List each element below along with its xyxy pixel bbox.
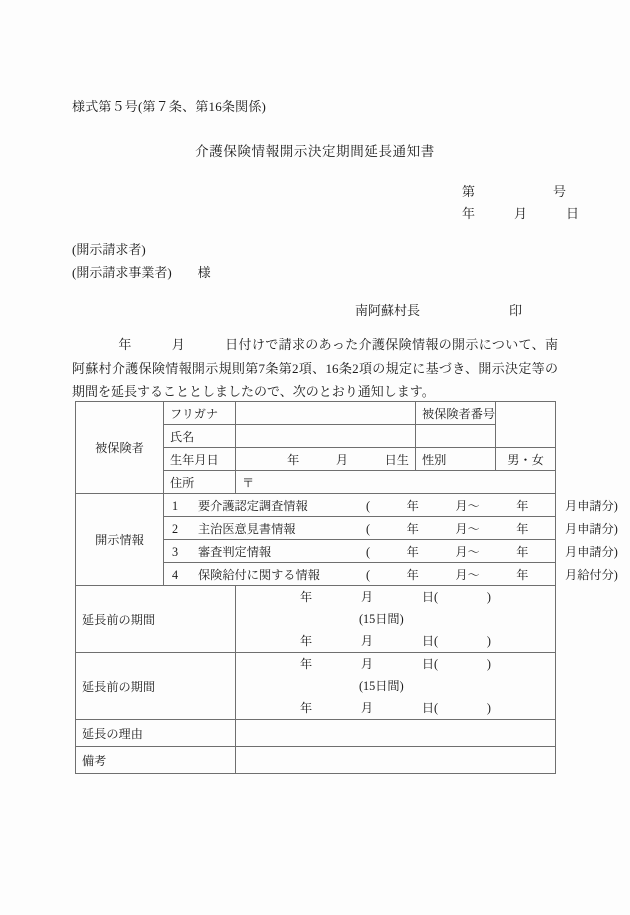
body-paragraph [72, 333, 558, 404]
disclosure-item-4[interactable] [164, 563, 618, 586]
dob-value[interactable]: 年 月 日生 [236, 448, 416, 471]
disclosure-info-section-label: 開示情報 [76, 494, 164, 586]
period-1-start: 年 月 日( ) [300, 590, 491, 604]
period-before-extension-value-1[interactable] [236, 586, 556, 653]
body-line-2: 険情報開示規則第7条第2項、16条2項の規定に基づき、開示決定等の期間を延長することと [72, 360, 558, 399]
furigana-value[interactable] [236, 402, 416, 425]
disclosure-item-3[interactable] [164, 540, 618, 563]
notification-form-table [75, 401, 618, 774]
disclosure-item-2-range: ( 年 月〜 年 月申請分) [366, 521, 618, 536]
dob-label: 生年月日 [164, 448, 236, 471]
remarks-label: 備考 [76, 747, 236, 774]
insured-number-value[interactable] [496, 402, 556, 448]
table-row [76, 494, 556, 517]
table-row [76, 720, 556, 747]
period-2-duration: (15日間) [359, 679, 404, 693]
period-1-end: 年 月 日( ) [300, 634, 491, 648]
remarks-value[interactable] [236, 747, 556, 774]
insured-number-label-continuation [416, 425, 496, 448]
disclosure-item-3-no: 3 [172, 544, 179, 559]
address-label: 住所 [164, 471, 236, 494]
name-value[interactable] [236, 425, 416, 448]
disclosure-item-2-no: 2 [172, 521, 179, 536]
addressee-block [72, 238, 211, 284]
table-row [76, 402, 556, 425]
period-before-extension-value-2[interactable] [236, 653, 556, 720]
addressee-requester: (開示請求者) [72, 242, 146, 257]
period-2-start: 年 月 日( ) [300, 657, 491, 671]
disclosure-item-3-range: ( 年 月〜 年 月申請分) [366, 544, 618, 559]
period-1-duration: (15日間) [359, 612, 404, 626]
issuer-name: 南阿蘇村長 [355, 303, 421, 318]
disclosure-item-3-name: 審査判定情報 [198, 544, 272, 559]
disclosure-item-4-no: 4 [172, 567, 179, 582]
disclosure-item-1-name: 要介護認定調査情報 [198, 498, 308, 513]
extension-reason-value[interactable] [236, 720, 556, 747]
address-value[interactable]: 〒 [236, 471, 556, 494]
form-number: 様式第５号(第７条、第16条関係) [72, 99, 267, 114]
disclosure-item-2[interactable] [164, 517, 618, 540]
disclosure-item-2-name: 主治医意見書情報 [198, 521, 296, 536]
body-line-1: 年 月 日付けで請求のあった介護保険情報の開示について、南阿蘇村介護保 [72, 337, 558, 376]
reference-number-line: 第 号 [462, 184, 567, 199]
reference-block [462, 181, 579, 225]
period-before-extension-label-2: 延長前の期間 [76, 653, 236, 720]
disclosure-item-1-no: 1 [172, 498, 179, 513]
reference-date-line: 年 月 日 [462, 206, 580, 221]
insured-person-section-label: 被保険者 [76, 402, 164, 494]
sex-value[interactable]: 男・女 [496, 448, 556, 471]
document-title: 介護保険情報開示決定期間延長通知書 [195, 144, 435, 159]
disclosure-item-1[interactable] [164, 494, 618, 517]
seal-icon: 印 [509, 303, 523, 318]
addressee-business: (開示請求事業者) 様 [72, 265, 211, 280]
body-line-3: しましたので、次のとおり通知します。 [202, 384, 435, 399]
furigana-label: フリガナ [164, 402, 236, 425]
disclosure-item-4-range: ( 年 月〜 年 月給付分) [366, 567, 618, 582]
table-row [76, 653, 556, 720]
insured-number-label: 被保険者番号 [416, 402, 496, 425]
sex-label: 性別 [416, 448, 496, 471]
extension-reason-label: 延長の理由 [76, 720, 236, 747]
table-row [76, 747, 556, 774]
period-before-extension-label-1: 延長前の期間 [76, 586, 236, 653]
disclosure-item-4-name: 保険給付に関する情報 [198, 567, 320, 582]
name-label: 氏名 [164, 425, 236, 448]
disclosure-item-1-range: ( 年 月〜 年 月申請分) [366, 498, 618, 513]
table-row [76, 586, 556, 653]
period-2-end: 年 月 日( ) [300, 701, 491, 715]
